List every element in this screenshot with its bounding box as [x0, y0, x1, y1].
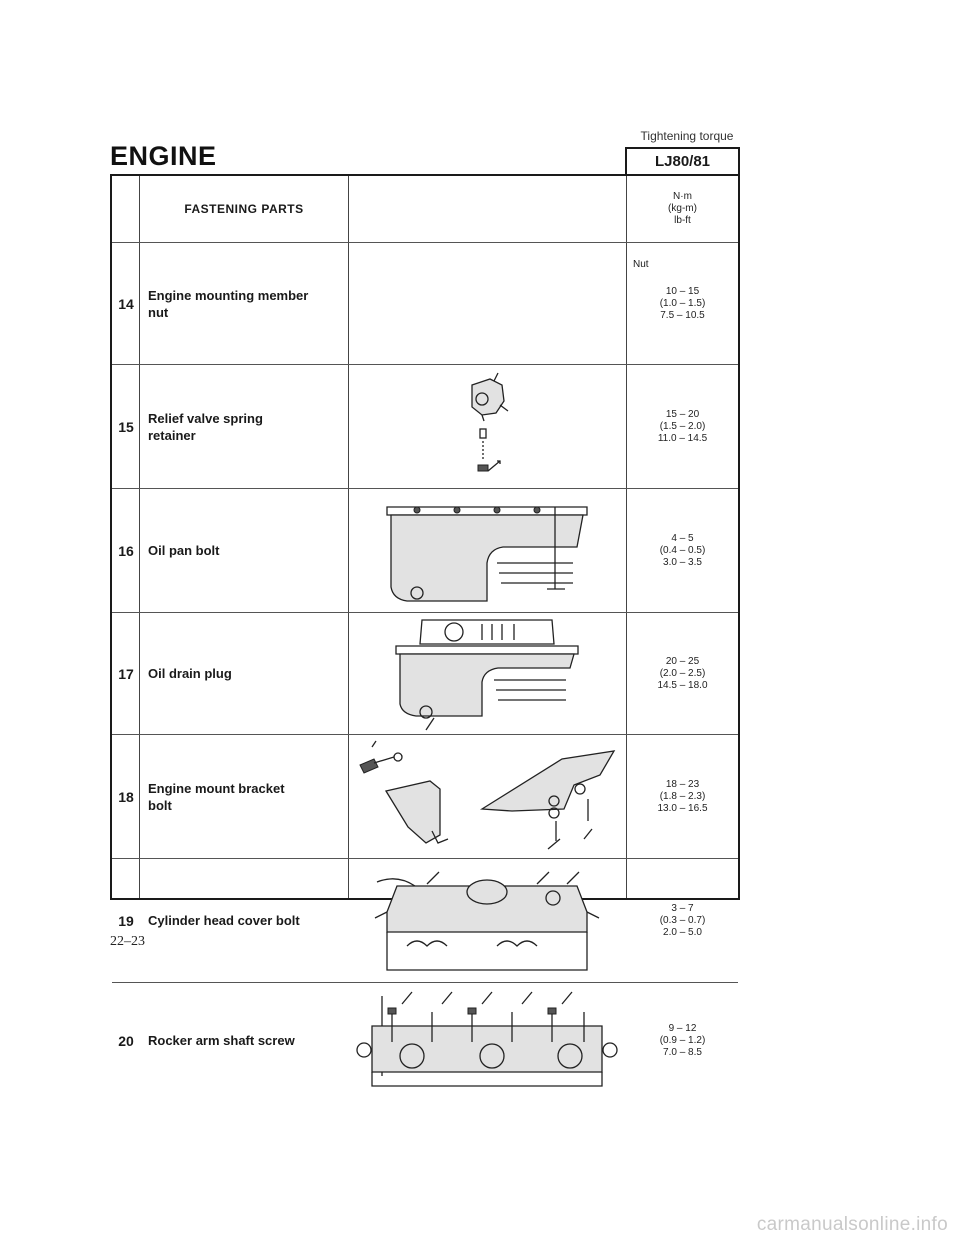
torque-value — [627, 613, 738, 734]
torque-kgm: (0.9 – 1.2) — [659, 1034, 706, 1046]
part-name: Oil drain plug — [148, 666, 232, 681]
oil-drain-plug-icon — [348, 613, 626, 734]
column-title: FASTENING PARTS — [184, 202, 304, 216]
page-number: 22–23 — [110, 934, 145, 949]
relief-valve-icon — [348, 365, 626, 488]
part-name: Relief valve spring retainer — [148, 410, 263, 443]
torque-value — [627, 859, 738, 982]
torque-lbft: 14.5 – 18.0 — [657, 679, 708, 691]
part-name: Oil pan bolt — [148, 543, 220, 558]
torque-nm: 3 – 7 — [671, 902, 694, 914]
table-row — [112, 613, 738, 735]
table-row — [112, 859, 738, 983]
torque-nm: 9 – 12 — [668, 1022, 697, 1034]
torque-value — [627, 489, 738, 612]
torque-kgm: (1.0 – 1.5) — [659, 297, 706, 309]
torque-lbft: 7.5 – 10.5 — [660, 309, 705, 321]
torque-value — [627, 735, 738, 858]
mount-bracket-icon — [348, 735, 626, 858]
torque-value — [627, 365, 738, 488]
torque-kgm: (1.5 – 2.0) — [659, 420, 706, 432]
table-row — [112, 243, 738, 365]
unit-nm: N·m — [673, 191, 692, 202]
torque-nm: 18 – 23 — [665, 778, 700, 790]
table-header-row — [112, 176, 738, 243]
model-label: LJ80/81 — [625, 147, 740, 174]
torque-nm: 15 – 20 — [665, 408, 700, 420]
part-name: Engine mounting member nut — [148, 287, 309, 320]
torque-kgm: (0.4 – 0.5) — [659, 544, 706, 556]
table-row — [112, 983, 738, 1098]
torque-nm: 4 – 5 — [671, 532, 694, 544]
part-name: Rocker arm shaft screw — [148, 1033, 295, 1048]
tightening-torque-caption: Tightening torque — [640, 129, 734, 143]
table-row — [112, 365, 738, 489]
nut-label: Nut — [633, 259, 649, 270]
watermark: carmanualsonline.info — [756, 1214, 948, 1235]
table-row — [112, 735, 738, 859]
row-number: 15 — [118, 418, 134, 435]
oil-pan-icon — [348, 489, 626, 612]
row-number: 17 — [118, 665, 134, 682]
table-row — [112, 489, 738, 613]
torque-value — [627, 983, 738, 1098]
rocker-arm-shaft-icon — [348, 983, 626, 1098]
torque-lbft: 2.0 – 5.0 — [663, 926, 702, 938]
cylinder-head-cover-icon — [348, 859, 626, 982]
unit-lbft: lb-ft — [674, 215, 691, 226]
torque-nm: 10 – 15 — [665, 285, 700, 297]
torque-kgm: (1.8 – 2.3) — [659, 790, 706, 802]
torque-nm: 20 – 25 — [665, 655, 700, 667]
row-number: 20 — [118, 1032, 134, 1049]
row-number: 18 — [118, 788, 134, 805]
torque-value — [627, 243, 738, 364]
part-name: Engine mount bracket bolt — [148, 780, 285, 813]
unit-kgm: (kg-m) — [668, 203, 697, 214]
torque-kgm: (2.0 – 2.5) — [659, 667, 706, 679]
row-number: 14 — [118, 295, 134, 312]
unit-header — [627, 176, 738, 242]
part-name: Cylinder head cover bolt — [148, 913, 300, 928]
row-number: 16 — [118, 542, 134, 559]
torque-lbft: 11.0 – 14.5 — [657, 432, 708, 444]
row-number: 19 — [118, 912, 134, 929]
torque-lbft: 3.0 – 3.5 — [663, 556, 702, 568]
torque-kgm: (0.3 – 0.7) — [659, 914, 706, 926]
torque-lbft: 13.0 – 16.5 — [657, 802, 708, 814]
page-title: ENGINE — [110, 141, 217, 171]
torque-lbft: 7.0 – 8.5 — [663, 1046, 702, 1058]
